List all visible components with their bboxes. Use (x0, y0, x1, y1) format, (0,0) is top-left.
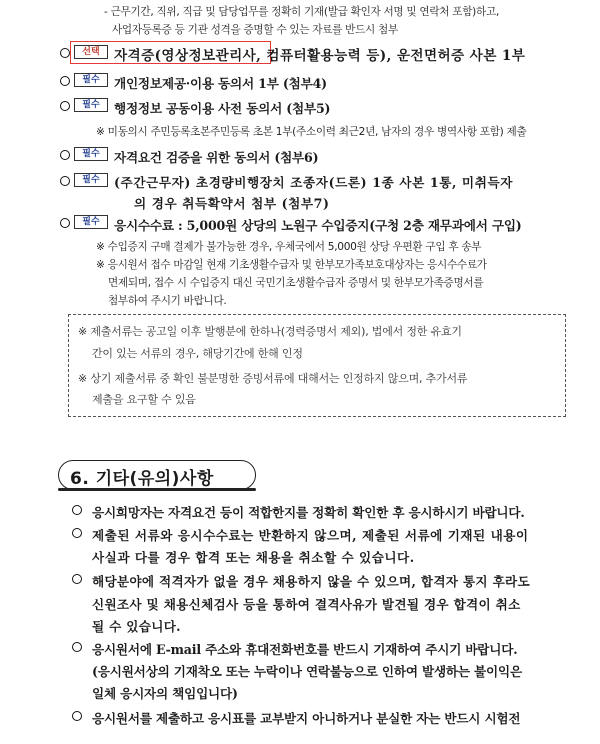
required-badge: 필수 (74, 98, 108, 112)
career-instruction-line1: - 근무기간, 직위, 직급 및 담당업무를 정확히 기재(발급 확인자 서명 및 연락처 포함)하고, (104, 6, 499, 18)
required-badge: 필수 (74, 173, 108, 187)
fee-note-3: 면제되며, 접수 시 수입증지 대신 국민기초생활수급자 증명서 및 한부모가족증명서를 (108, 277, 484, 289)
item-application-fee-text: 응시수수료 : 5,000원 상당의 노원구 수입증지(구청 2층 재무과에서 구입) (114, 218, 522, 233)
item-drone-license-text-cont: 의 경우 취득확약서 첨부 (첨부7) (134, 196, 330, 211)
required-badge: 필수 (74, 147, 108, 161)
bullet-circle-icon (60, 76, 70, 86)
item-drone-license-text: (주간근무자) 초경량비행장치 조종자(드론) 1종 사본 1통, 미취득자 (114, 175, 513, 190)
required-badge: 필수 (74, 215, 108, 229)
bullet-circle-icon (72, 505, 82, 515)
item-admin-info-note: ※ 미동의시 주민등록초본주민등록 초본 1부(주소이력 최근2년, 남자의 경우 병역사항 포함) 제출 (96, 126, 527, 138)
caution-p4c: 일체 응시자의 책임입니다) (92, 686, 238, 701)
bullet-circle-icon (72, 642, 82, 652)
fee-note-1: ※ 수입증지 구매 결제가 불가능한 경우, 우체국에서 5,000원 상당 우편환 구입 후 송부 (96, 241, 482, 253)
caution-p4b: (응시원서상의 기재착오 또는 누락이나 연락불능으로 인하여 발생하는 불이익은 (92, 664, 522, 679)
notice-line-2: 간이 있는 서류의 경우, 해당기간에 한해 인정 (92, 347, 303, 360)
bullet-circle-icon (60, 101, 70, 111)
required-badge: 필수 (74, 73, 108, 87)
bullet-circle-icon (60, 150, 70, 160)
notice-line-1: ※ 제출서류는 공고일 이후 발행분에 한하나(경력증명서 제외), 법에서 정한 유효기 (78, 325, 462, 338)
item-qualification-consent-text: 자격요건 검증을 위한 동의서 (첨부6) (114, 150, 319, 165)
caution-p1: 응시희망자는 자격요건 등이 적합한지를 정확히 확인한 후 응시하시기 바랍니다. (92, 505, 525, 520)
bullet-circle-icon (60, 48, 70, 58)
bullet-circle-icon (72, 574, 82, 584)
bullet-circle-icon (60, 218, 70, 228)
optional-badge: 선택 (74, 45, 108, 59)
fee-note-2: ※ 응시원서 접수 마감일 현재 기초생활수급자 및 한부모가족보호대상자는 응시수수료가 (96, 259, 487, 271)
caution-p3b: 신원조사 및 채용신체검사 등을 통하여 결격사유가 발견될 경우 합격이 취소 (92, 597, 521, 612)
caution-p4a: 응시원서에 E-mail 주소와 휴대전화번호를 반드시 기재하여 주시기 바랍니다. (92, 642, 518, 657)
bullet-circle-icon (72, 711, 82, 721)
caution-p2a: 제출된 서류와 응시수수료는 반환하지 않으며, 제출된 서류에 기재된 내용이 (92, 528, 529, 543)
bullet-circle-icon (72, 528, 82, 538)
section-6-title: 6. 기타(유의)사항 (70, 469, 214, 489)
caution-p3c: 될 수 있습니다. (92, 619, 181, 634)
caution-p2b: 사실과 다를 경우 합격 또는 채용을 취소할 수 있습니다. (92, 550, 415, 565)
fee-note-4: 첨부하여 주시기 바랍니다. (108, 295, 227, 307)
notice-line-4: 제출을 요구할 수 있음 (92, 393, 196, 406)
bullet-circle-icon (60, 176, 70, 186)
caution-p3a: 해당분야에 적격자가 없을 경우 채용하지 않을 수 있으며, 합격자 통지 후라도 (92, 574, 530, 589)
item-privacy-consent-text: 개인정보제공·이용 동의서 1부 (첨부4) (114, 76, 327, 91)
item-admin-info-consent-text: 행정정보 공동이용 사전 동의서 (첨부5) (114, 101, 331, 116)
career-instruction-line2: 사업자등록증 등 기관 성격을 증명할 수 있는 자료를 반드시 첨부 (112, 24, 398, 36)
notice-line-3: ※ 상기 제출서류 중 확인 불분명한 증빙서류에 대해서는 인정하지 않으며, 추가서류 (78, 372, 468, 385)
caution-p5: 응시원서를 제출하고 응시표를 교부받지 아니하거나 분실한 자는 반드시 시험전 (92, 711, 521, 726)
item-certificate-text: 자격증(영상정보관리사, 컴퓨터활용능력 등), 운전면허증 사본 1부 (114, 48, 526, 64)
